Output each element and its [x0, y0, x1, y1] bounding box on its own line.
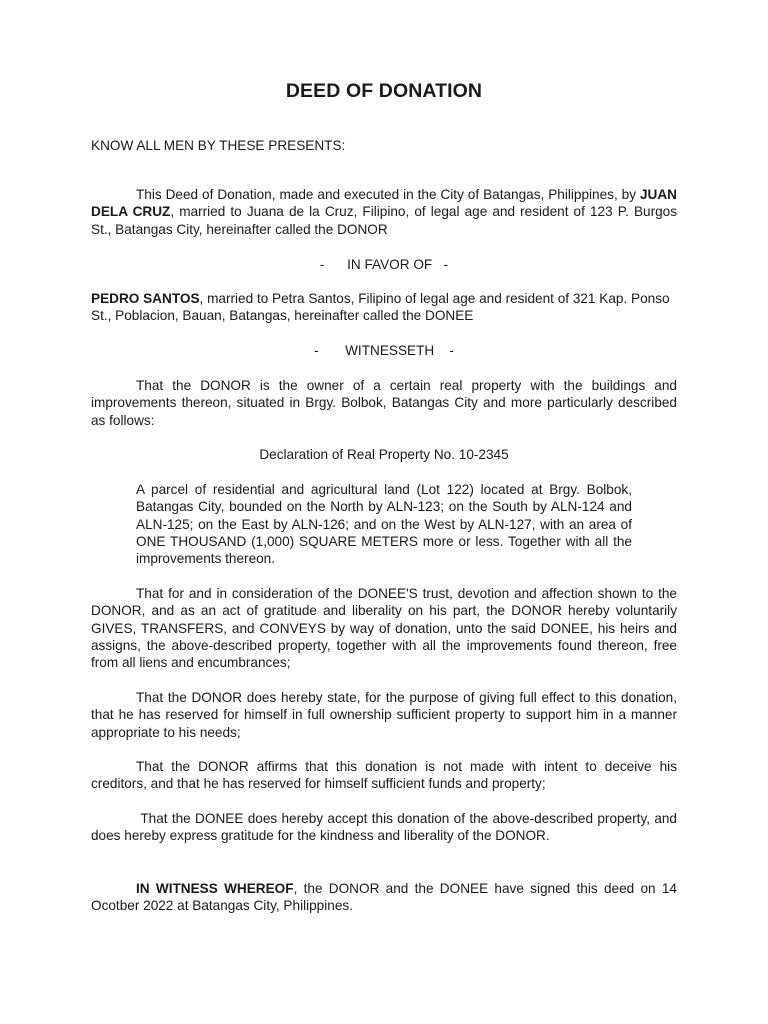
donee-paragraph — [91, 290, 677, 325]
donor-name: JUAN DELA CRUZ — [91, 187, 677, 220]
opening-line: KNOW ALL MEN BY THESE PRESENTS: — [91, 138, 346, 153]
reservation-paragraph: That the DONOR does hereby state, for the purpose of giving full effect to this donation, that he has reserved for himself in full ownership sufficient property to support him in a manner appropriate to his needs; — [91, 690, 677, 740]
acceptance-paragraph: That the DONEE does hereby accept this donation of the above-described property, and does hereby express gratitude for the kindness and liberality of the DONOR. — [91, 811, 681, 844]
witnesseth-heading: - WITNESSETH - — [314, 343, 454, 358]
donee-paragraph-details: , married to Petra Santos, Filipino of legal age and resident of 321 Kap. Ponso St., Poblacion, Bauan, Batangas, hereinafter called the DONEE — [91, 291, 670, 324]
declaration-line: Declaration of Real Property No. 10-2345 — [259, 447, 509, 462]
document-title: DEED OF DONATION — [285, 80, 483, 102]
in-favor-of-heading: - IN FAVOR OF - — [319, 257, 449, 272]
ownership-paragraph: That the DONOR is the owner of a certain real property with the buildings and improvements thereon, situated in Brgy. Bolbok, Batangas City and more particularly described as follows: — [91, 378, 677, 428]
witness-whereof-paragraph — [91, 880, 677, 915]
witness-whereof-lead: IN WITNESS WHEREOF — [136, 881, 294, 896]
creditors-paragraph: That the DONOR affirms that this donation is not made with intent to deceive his creditors, and that he has reserved for himself sufficient funds and property; — [91, 759, 677, 792]
donor-paragraph — [91, 186, 677, 238]
property-description: A parcel of residential and agricultural land (Lot 122) located at Brgy. Bolbok, Batangas City, bounded on the North by ALN-123; on the South by ALN-124 and ALN-125; on the East by ALN-126; and on the West by ALN-127, with an area of ONE THOUSAND (1,000) SQUARE METERS more or less. Together with all the improvements thereon. — [136, 482, 632, 567]
consideration-paragraph: That for and in consideration of the DONEE'S trust, devotion and affection shown to the DONOR, and as an act of gratitude and liberality on his part, the DONOR hereby voluntarily GIVES, TRANSFERS, and CONVEYS by way of donation, unto the said DONEE, his heirs and assigns, the above-described property, together with all the improvements found thereon, free from all liens and encumbrances; — [91, 586, 677, 671]
donor-paragraph-details: , married to Juana de la Cruz, Filipino, of legal age and resident of 123 P. Burgos St., Batangas City, hereinafter called the DONOR — [91, 204, 678, 237]
witness-whereof-details: , the DONOR and the DONEE have signed this deed on 14 Ocotber 2022 at Batangas City, Philippines. — [91, 881, 677, 914]
donee-name: PEDRO SANTOS — [91, 291, 200, 306]
donor-paragraph-intro: This Deed of Donation, made and executed in the City of Batangas, Philippines, by — [136, 187, 640, 202]
